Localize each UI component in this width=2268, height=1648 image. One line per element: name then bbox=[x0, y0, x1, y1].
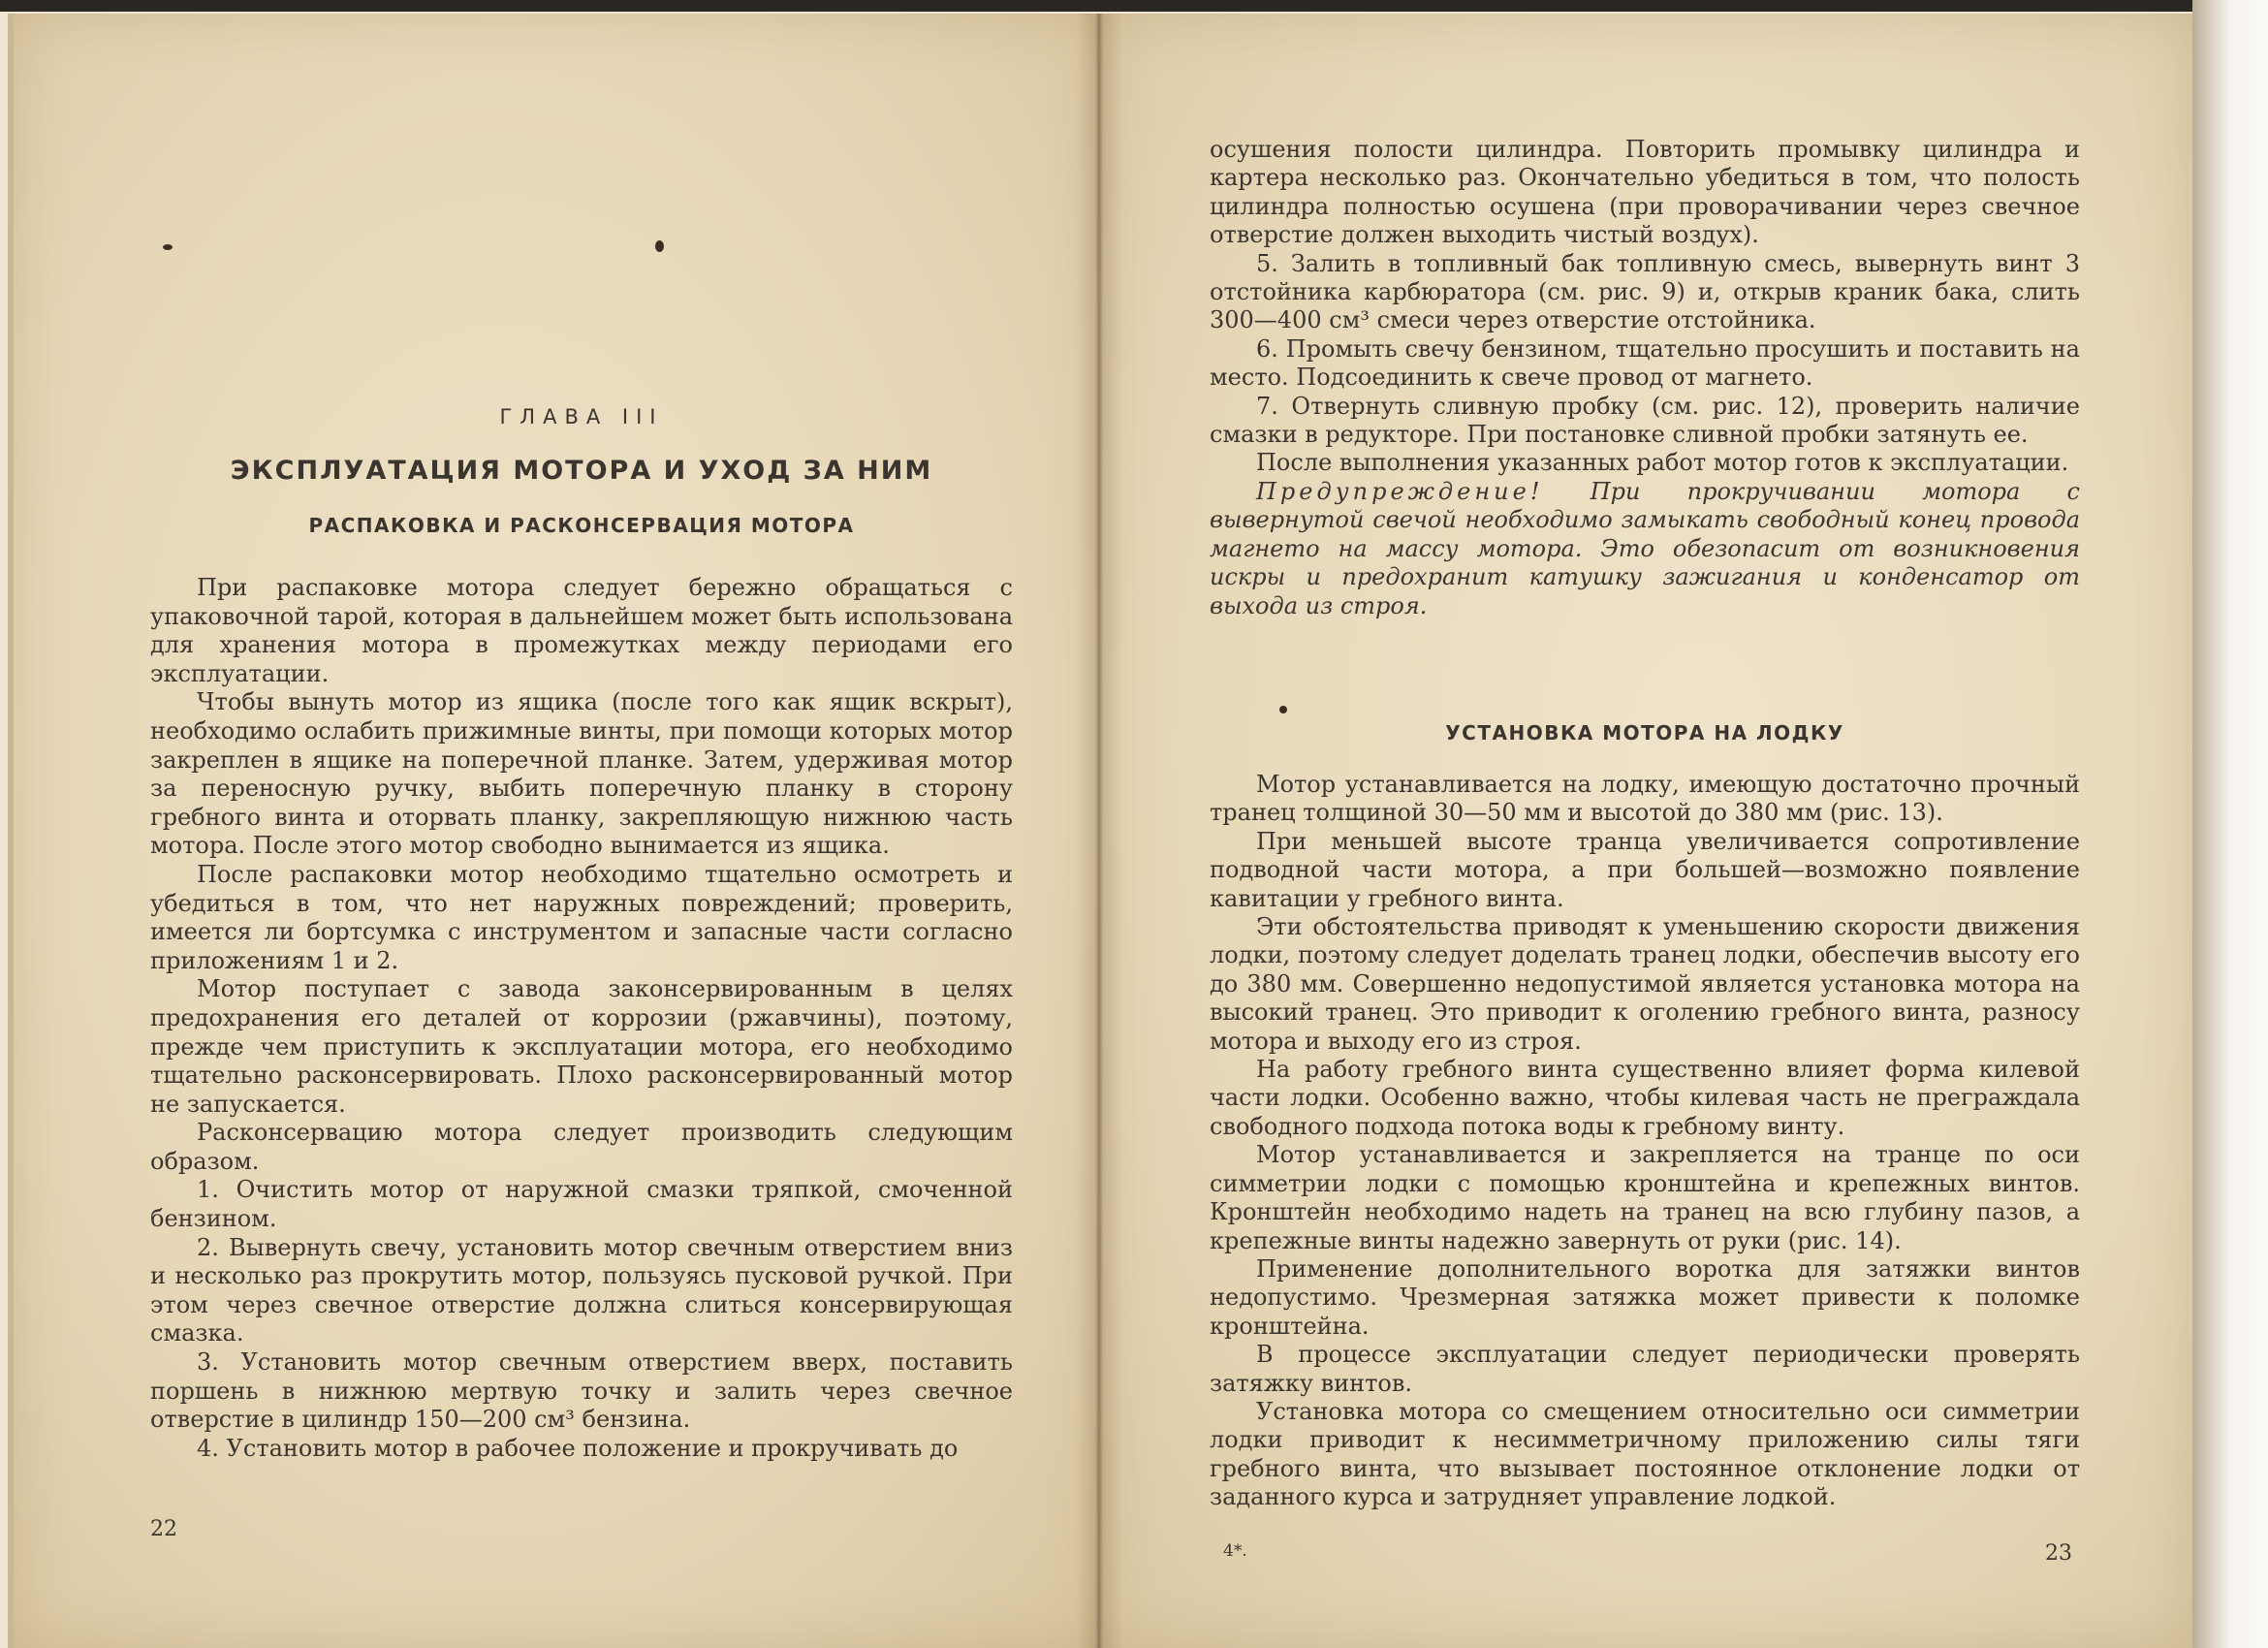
page-number-left: 22 bbox=[150, 1517, 177, 1541]
paragraph: Расконсервацию мотора следует производить следующим образом. bbox=[150, 1119, 1013, 1175]
paragraph: Эти обстоятельства приводят к уменьшению скорости движения лодки, поэтому следует доделать транец лодки, обеспечив высоту его до 380 мм. Совершенно недопустимой является установка мотора на высокий транец. Это приводит к оголению гребного винта, разносу мотора и выходу его из строя. bbox=[1210, 913, 2080, 1055]
paragraph: Чтобы вынуть мотор из ящика (после того как ящик вскрыт), необходимо ослабить прижимные винты, при помощи которых мотор закреплен в ящике на поперечной планке. Затем, удерживая мотор за переносную ручку, выбить поперечную планку в сторону гребного винта и оторвать планку, закрепляющую нижнюю часть мотора. После этого мотор свободно вынимается из ящика. bbox=[150, 688, 1013, 860]
signature-mark: 4*. bbox=[1223, 1541, 1247, 1561]
paragraph: Применение дополнительного воротка для затяжки винтов недопустимо. Чрезмерная затяжка может привести к поломке кронштейна. bbox=[1210, 1254, 2080, 1340]
paragraph: В процессе эксплуатации следует периодически проверять затяжку винтов. bbox=[1210, 1341, 2080, 1397]
warning-lead: Предупреждение! bbox=[1256, 477, 1544, 505]
warning-text: При прокручивании мотора с вывернутой свечой необходимо замыкать свободный конец провода магнето на массу мотора. Это обезопасит от возникновения искры и предохранит катушку зажигания и конденсатор от выхода из строя. bbox=[1210, 477, 2080, 619]
book-gutter bbox=[1076, 14, 1122, 1648]
paper-speck bbox=[655, 240, 664, 252]
paragraph: После распаковки мотор необходимо тщательно осмотреть и убедиться в том, что нет наружных повреждений; проверить, имеется ли бортсумка с инструментом и запасные части согласно приложениям 1 и 2. bbox=[150, 860, 1013, 974]
paragraph: После выполнения указанных работ мотор готов к эксплуатации. bbox=[1256, 449, 2069, 477]
paragraph: 5. Залить в топливный бак топливную смесь, вывернуть винт 3 отстойника карбюратора (см. рис. 9) и, открыв краник бака, слить 300—400 см³ смеси через отверстие отстойника. bbox=[1210, 249, 2080, 334]
paragraph: осушения полости цилиндра. Повторить промывку цилиндра и картера несколько раз. Окончательно убедиться в том, что полость цилиндра полностью осушена (при проворачивании через свечное отверстие должен выходить чистый воздух). bbox=[1210, 136, 2080, 249]
chapter-label: ГЛАВА III bbox=[499, 405, 664, 428]
right-page-body-top bbox=[1210, 136, 2080, 620]
paragraph: 4. Установить мотор в рабочее положение и прокручивать до bbox=[197, 1434, 959, 1462]
chapter-title: ЭКСПЛУАТАЦИЯ МОТОРА И УХОД ЗА НИМ bbox=[230, 456, 933, 486]
paragraph: При распаковке мотора следует бережно обращаться с упаковочной тарой, которая в дальнейшем может быть использована для хранения мотора в промежутках между периодами его эксплуатации. bbox=[150, 574, 1013, 687]
paragraph: При меньшей высоте транца увеличивается сопротивление подводной части мотора, а при большей—возможно появление кавитации у гребного винта. bbox=[1210, 827, 2080, 912]
paper-speck bbox=[163, 244, 173, 250]
paragraph: 1. Очистить мотор от наружной смазки тряпкой, смоченной бензином. bbox=[150, 1176, 1013, 1233]
paragraph: Мотор устанавливается на лодку, имеющую достаточно прочный транец толщиной 30—50 мм и высотой до 380 мм (рис. 13). bbox=[1210, 771, 2080, 827]
scan-right-margin bbox=[2192, 0, 2268, 1648]
left-page-body bbox=[150, 574, 1013, 1463]
paragraph: Мотор поступает с завода законсервированным в целях предохранения его деталей от коррозии (ржавчины), поэтому, прежде чем приступить к эксплуатации мотора, его необходимо тщательно расконсервировать. Плохо расконсервированный мотор не запускается. bbox=[150, 975, 1013, 1118]
right-page-body-bottom bbox=[1210, 771, 2080, 1512]
section-title-unpacking: РАСПАКОВКА И РАСКОНСЕРВАЦИЯ МОТОРА bbox=[308, 514, 855, 537]
paper-speck bbox=[1279, 706, 1287, 713]
warning-paragraph bbox=[1210, 478, 2080, 620]
paragraph: На работу гребного винта существенно влияет форма килевой части лодки. Особенно важно, чтобы килевая часть не преграждала свободного подхода потока воды к гребному винту. bbox=[1210, 1056, 2080, 1140]
paragraph: Установка мотора со смещением относительно оси симметрии лодки приводит к несимметричному приложению силы тяги гребного винта, что вызывает постоянное отклонение лодки от заданного курса и затрудняет управление лодкой. bbox=[1210, 1397, 2080, 1511]
page-number-right: 23 bbox=[2045, 1541, 2072, 1566]
paragraph: 2. Вывернуть свечу, установить мотор свечным отверстием вниз и несколько раз прокрутить мотор, пользуясь пусковой ручкой. При этом через свечное отверстие должна слиться консервирующая смазка. bbox=[150, 1233, 1013, 1347]
paragraph: 7. Отвернуть сливную пробку (см. рис. 12), проверить наличие смазки в редукторе. При постановке сливной пробки затянуть ее. bbox=[1210, 392, 2080, 449]
paragraph: 6. Промыть свечу бензином, тщательно просушить и поставить на место. Подсоединить к свече провод от магнето. bbox=[1210, 334, 2080, 392]
paragraph: 3. Установить мотор свечным отверстием вверх, поставить поршень в нижнюю мертвую точку и залить через свечное отверстие в цилиндр 150—200 см³ бензина. bbox=[150, 1348, 1013, 1434]
section-title-installation: УСТАНОВКА МОТОРА НА ЛОДКУ bbox=[1445, 721, 1844, 745]
paragraph: Мотор устанавливается и закрепляется на транце по оси симметрии лодки с помощью кронштейна и крепежных винтов. Кронштейн необходимо надеть на транец на всю глубину пазов, а крепежные винты надежно завернуть от руки (рис. 14). bbox=[1210, 1141, 2080, 1254]
